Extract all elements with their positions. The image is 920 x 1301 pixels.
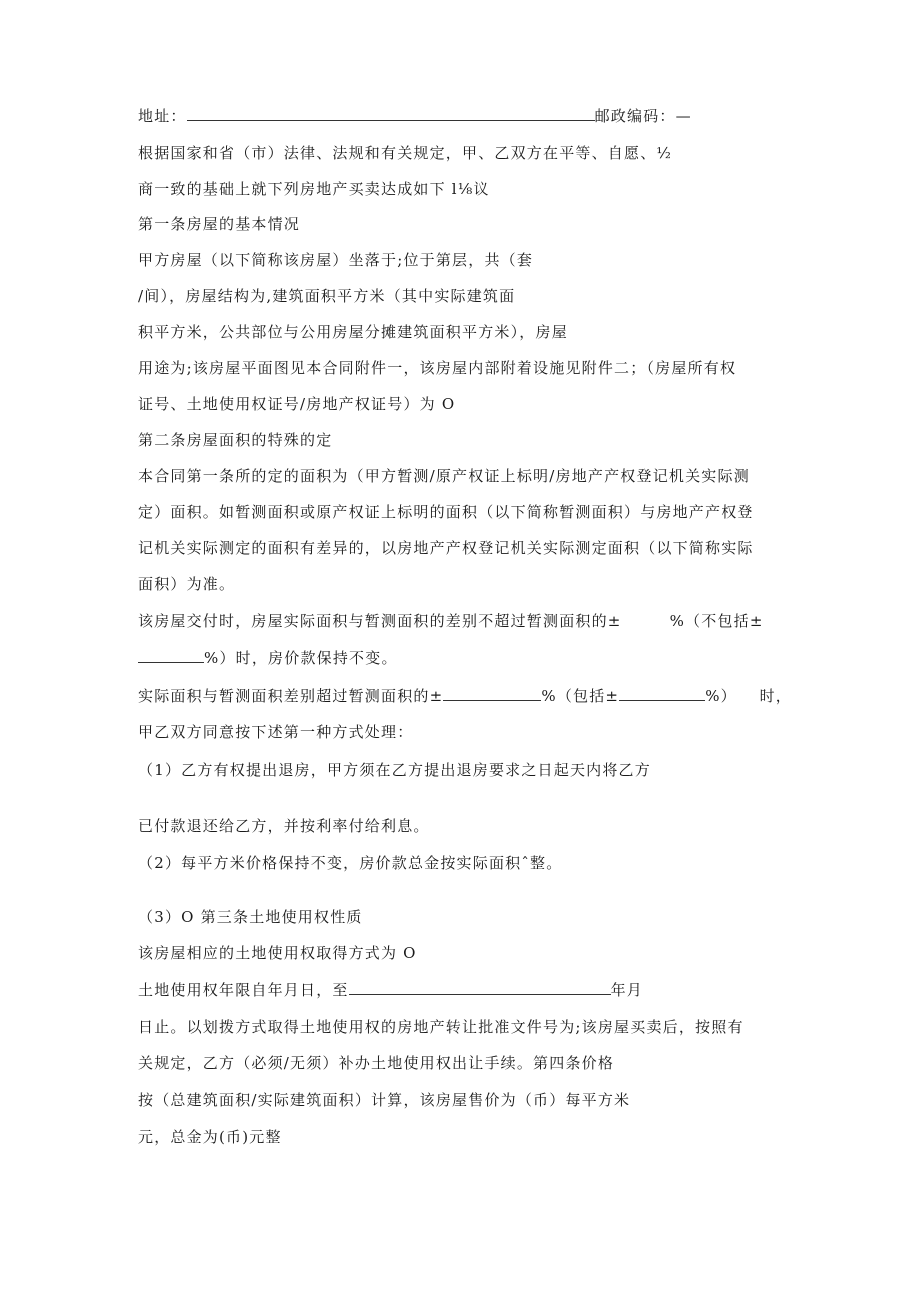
price-unchanged-text: %）时，房价款保持不变。 (204, 649, 398, 667)
text-line: 面积）为准。 (138, 575, 236, 593)
land-term-end: 年月 (610, 981, 644, 999)
text-line: 甲乙双方同意按下述第一种方式处理： (138, 723, 414, 741)
option-1: （1）乙方有权提出退房，甲方须在乙方提出退房要求之日起天内将乙方 (138, 761, 651, 779)
text-line: 商一致的基础上就下列房地产买卖达成如下 l⅛议 (138, 180, 490, 198)
tolerance-line (138, 611, 764, 631)
excess-when: 时， (759, 687, 792, 705)
text-line: 关规定，乙方（必须/无须）补办土地使用权出让手续。第四条价格 (138, 1054, 615, 1072)
text-line: 记机关实际测定的面积有差异的，以房地产产权登记机关实际测定面积（以下简称实际 (138, 539, 754, 557)
option-2: （2）每平方米价格保持不变，房价款总金按实际面积ˆ整。 (138, 854, 563, 872)
excess-text: 实际面积与暂测面积差别超过暂测面积的± (138, 687, 444, 705)
address-label: 地址： (138, 107, 187, 125)
text-line: /间），房屋结构为,建筑面积平方米（其中实际建筑面 (138, 287, 516, 305)
text-line: 日止。以划拨方式取得土地使用权的房地产转让批准文件号为;该房屋买卖后，按照有 (138, 1018, 744, 1036)
text-line: 用途为;该房屋平面图见本合同附件一，该房屋内部附着设施见附件二；（房屋所有权 (138, 359, 737, 377)
text-line: 本合同第一条所的定的面积为（甲方暂测/原产权证上标明/房地产产权登记机关实际测 (138, 467, 750, 485)
text-line: 甲方房屋（以下简称该房屋）坐落于;位于第层，共（套 (138, 251, 534, 269)
text-line: 根据国家和省（市）法律、法规和有关规定，甲、乙双方在平等、自愿、½ (138, 144, 673, 162)
tolerance-exclusive-text: %（不包括± (669, 612, 764, 630)
section-heading: 第一条房屋的基本情况 (138, 215, 301, 233)
land-term-line (138, 980, 643, 1000)
land-term-text: 土地使用权年限自年月日，至 (138, 981, 349, 999)
text-line: 该房屋相应的土地使用权取得方式为 O (138, 944, 417, 962)
tolerance-text: 该房屋交付时，房屋实际面积与暂测面积的差别不超过暂测面积的± (138, 612, 622, 630)
excess-percent: %） (705, 687, 737, 705)
excess-line (138, 686, 792, 706)
excess-blank-1 (443, 686, 541, 701)
tolerance-blank (138, 648, 204, 663)
text-line: 已付款退还给乙方，并按利率付给利息。 (138, 817, 430, 835)
excess-blank-2 (619, 686, 705, 701)
land-term-blank (349, 980, 611, 995)
excess-text-group (138, 686, 737, 706)
text-line: 证号、土地使用权证号/房地产权证号）为 O (138, 395, 456, 413)
text-line: 定）面积。如暂测面积或原产权证上标明的面积（以下简称暂测面积）与房地产产权登 (138, 503, 754, 521)
text-line: 元，总金为(币)元整 (138, 1128, 282, 1146)
text-line: 积平方米，公共部位与公用房屋分摊建筑面积平方米），房屋 (138, 323, 568, 341)
text-line: 按（总建筑面积/实际建筑面积）计算，该房屋售价为（币）每平方米 (138, 1091, 631, 1109)
excess-inclusive-text: %（包括± (541, 687, 620, 705)
option-3: （3）O 第三条土地使用权性质 (138, 908, 363, 926)
section-heading: 第二条房屋面积的特殊的定 (138, 431, 333, 449)
tolerance-line-2 (138, 648, 398, 668)
postal-code-label: 邮政编码：— (594, 107, 692, 125)
address-blank (187, 106, 595, 121)
address-line (138, 106, 692, 126)
